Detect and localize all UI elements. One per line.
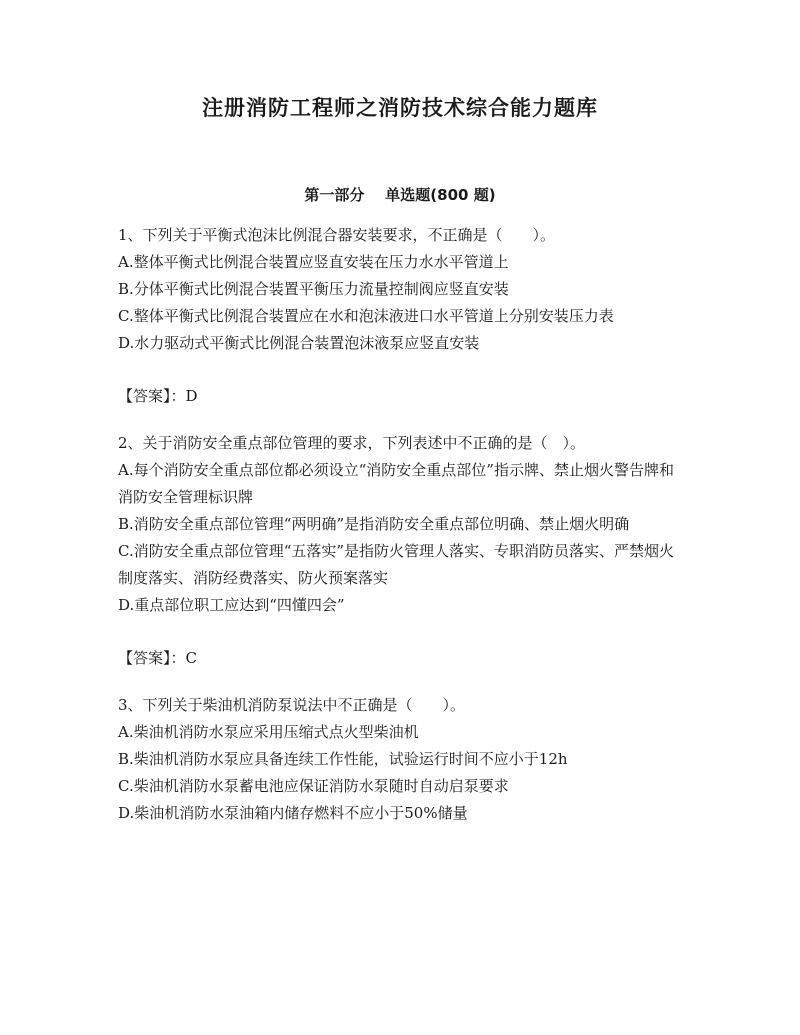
option-c: C.消防安全重点部位管理“五落实”是指防火管理人落实、专职消防员落实、严禁烟火制度落实、消防经费落实、防火预案落实 [118, 542, 675, 587]
option-d: D.重点部位职工应达到“四懂四会” [118, 596, 345, 614]
option-b: B.分体平衡式比例混合装置平衡压力流量控制阀应竖直安装 [118, 280, 509, 298]
answer-line [118, 383, 678, 410]
option-c: C.柴油机消防水泵蓄电池应保证消防水泵随时自动启泵要求 [118, 777, 509, 795]
answer-value: D [185, 387, 198, 405]
option-b: B.柴油机消防水泵应具备连续工作性能，试验运行时间不应小于12h [118, 750, 568, 768]
question-2 [118, 430, 678, 672]
document-title: 注册消防工程师之消防技术综合能力题库 [202, 96, 598, 120]
question-list [118, 222, 678, 827]
answer-label: 【答案】： [118, 649, 186, 667]
option-d: D.柴油机消防水泵油箱内储存燃料不应小于50%储量 [118, 804, 468, 822]
option-a: A.每个消防安全重点部位都必须设立“消防安全重点部位”指示牌、禁止烟火警告牌和消防安全管理标识牌 [118, 461, 674, 506]
question-3 [118, 692, 678, 827]
question-stem: 3、下列关于柴油机消防泵说法中不正确是（ ）。 [118, 696, 466, 714]
answer-value: C [185, 649, 197, 667]
answer-label: 【答案】： [118, 387, 186, 405]
option-a: A.柴油机消防水泵应采用压缩式点火型柴油机 [118, 723, 419, 741]
question-stem: 2、关于消防安全重点部位管理的要求，下列表述中不正确的是（ ）。 [118, 434, 586, 452]
question-stem: 1、下列关于平衡式泡沫比例混合器安装要求，不正确是（ ）。 [118, 226, 556, 244]
option-d: D.水力驱动式平衡式比例混合装置泡沫液泵应竖直安装 [118, 334, 480, 352]
section-title: 第一部分 单选题(800 题) [304, 186, 496, 204]
question-1 [118, 222, 678, 410]
option-a: A.整体平衡式比例混合装置应竖直安装在压力水水平管道上 [118, 253, 509, 271]
answer-line [118, 645, 678, 672]
option-c: C.整体平衡式比例混合装置应在水和泡沫液进口水平管道上分别安装压力表 [118, 307, 614, 325]
option-b: B.消防安全重点部位管理“两明确”是指消防安全重点部位明确、禁止烟火明确 [118, 515, 630, 533]
